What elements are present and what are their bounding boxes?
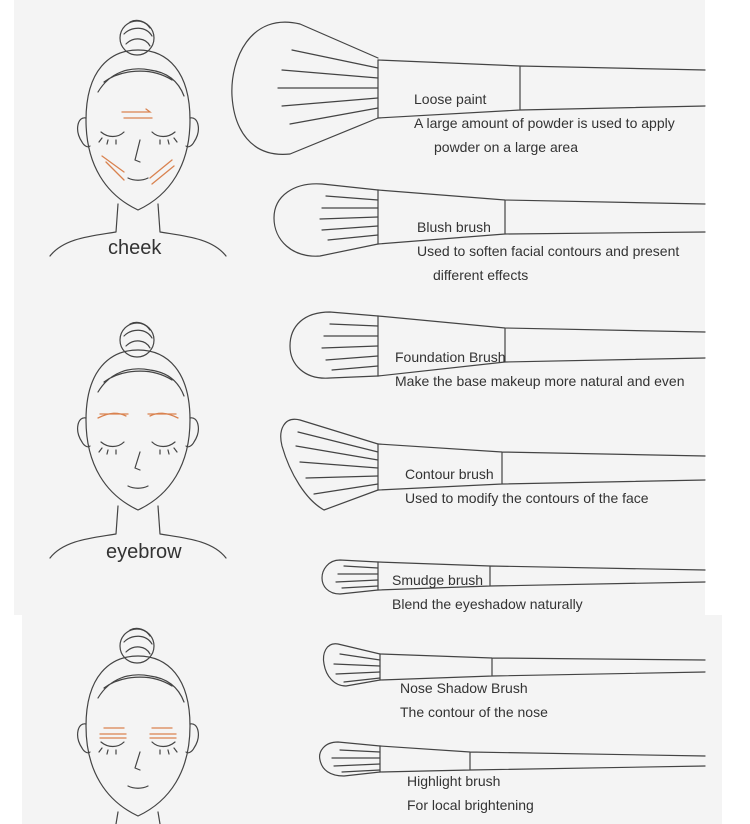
brush-foundation-drawing bbox=[290, 312, 705, 378]
brush-name-foundation: Foundation Brush bbox=[395, 349, 506, 365]
face-eyebrow-drawing bbox=[50, 322, 226, 558]
brush-name-blush: Blush brush bbox=[417, 219, 491, 235]
brush-desc-highlight: For local brightening bbox=[407, 797, 534, 813]
brush-desc-loose-paint bbox=[414, 111, 684, 159]
brush-desc-loose-paint-text: A large amount of powder is used to apply powder on a large area bbox=[414, 115, 675, 155]
brush-desc-blush bbox=[417, 239, 687, 287]
brush-desc-blush-text: Used to soften facial contours and present different effects bbox=[417, 243, 680, 283]
brush-name-nose-shadow: Nose Shadow Brush bbox=[400, 680, 528, 696]
brush-desc-foundation: Make the base makeup more natural and even bbox=[395, 373, 685, 389]
brush-desc-nose-shadow: The contour of the nose bbox=[400, 704, 548, 720]
brush-desc-smudge: Blend the eyeshadow naturally bbox=[392, 596, 583, 612]
brush-smudge-drawing bbox=[322, 560, 705, 594]
brow-highlight-marks bbox=[98, 413, 178, 418]
eye-highlight-marks bbox=[100, 728, 176, 738]
brush-name-smudge: Smudge brush bbox=[392, 572, 484, 588]
brush-name-highlight: Highlight brush bbox=[407, 773, 501, 789]
brush-name-contour: Contour brush bbox=[405, 466, 494, 482]
face-cheek-drawing bbox=[50, 20, 226, 256]
face-label-eyebrow: eyebrow bbox=[106, 541, 182, 563]
brush-desc-contour: Used to modify the contours of the face bbox=[405, 490, 649, 506]
brush-highlight-drawing bbox=[320, 742, 705, 776]
face-eye-drawing bbox=[78, 628, 199, 824]
brush-name-loose-paint: Loose paint bbox=[414, 91, 487, 107]
face-label-cheek: cheek bbox=[108, 237, 162, 259]
